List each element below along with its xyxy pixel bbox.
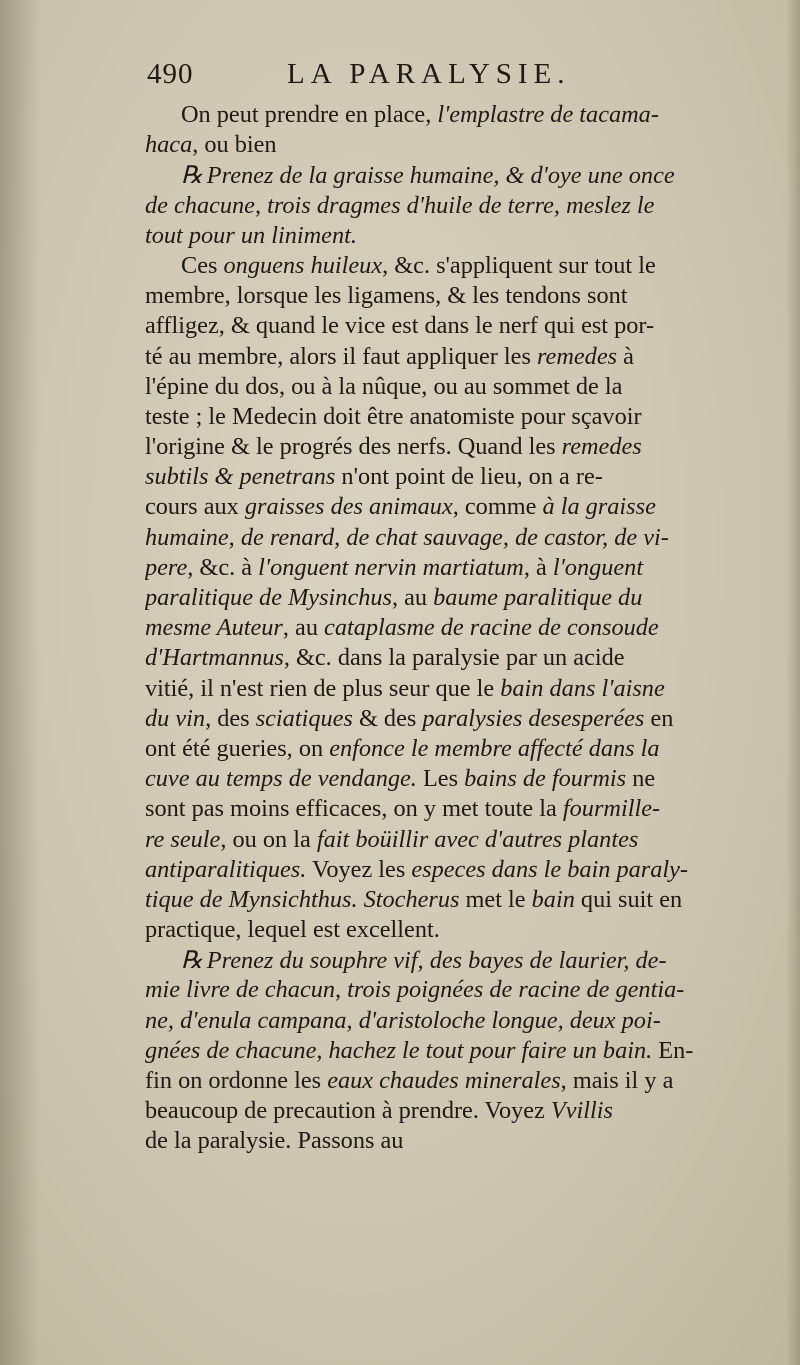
italic-text: mie livre de chacun, trois poignées de racine de gentia- <box>145 976 685 1004</box>
page-edge-shadow <box>786 0 800 1365</box>
page-number: 490 <box>147 58 194 90</box>
italic-text: d'Hartmannus <box>145 644 284 672</box>
roman-text: ont été gueries, on <box>145 734 330 762</box>
roman-text: Ces <box>181 251 224 279</box>
text-line <box>145 1036 765 1066</box>
text-line <box>145 975 765 1005</box>
italic-text: sciatiques <box>255 704 353 732</box>
italic-text: tique de Mynsichthus. Stocherus <box>145 885 460 913</box>
italic-text: fourmille- <box>562 795 661 823</box>
body-text <box>145 100 765 1157</box>
italic-text: de chacune, trois dragmes d'huile de terre, meslez le <box>145 191 655 219</box>
roman-text: Les <box>416 765 465 793</box>
italic-text: paralitique de Mysinchus <box>145 584 392 611</box>
roman-text: de la paralysie. Passons au <box>145 1127 404 1155</box>
page-gutter-shadow <box>0 0 40 1365</box>
roman-text: , comme <box>452 493 543 521</box>
roman-text: fin on ordonne les <box>145 1067 328 1094</box>
roman-text: beaucoup de precaution à prendre. Voyez <box>145 1097 551 1125</box>
text-line <box>145 734 765 764</box>
italic-text: Vvillis <box>550 1097 613 1125</box>
italic-text: re seule <box>145 825 221 853</box>
roman-text: membre, lorsque les ligamens, & les tendons sont <box>145 282 628 310</box>
italic-text: especes dans le bain paraly- <box>411 855 689 883</box>
text-line <box>145 191 765 221</box>
italic-text: fait boüillir avec d'autres plantes <box>316 825 639 853</box>
text-line <box>145 915 765 945</box>
text-line <box>145 523 765 553</box>
page-header <box>147 58 667 100</box>
text-line <box>145 945 765 975</box>
text-line <box>145 764 765 794</box>
text-line <box>145 492 765 522</box>
roman-text: teste ; le Medecin doit être anatomiste pour sçavoir <box>145 402 642 430</box>
italic-text: du vin <box>145 704 206 732</box>
recipe-symbol-icon: ℞ <box>181 160 203 190</box>
italic-text: subtils & penetrans <box>145 463 336 491</box>
text-line <box>145 613 765 643</box>
italic-text: graisses des animaux <box>244 493 453 521</box>
roman-text: à <box>617 342 634 370</box>
roman-text: cours aux <box>145 493 245 521</box>
text-line <box>145 1066 765 1096</box>
text-line <box>145 855 765 885</box>
roman-text: On peut prendre en place, <box>181 101 438 128</box>
italic-text: remedes <box>561 433 642 461</box>
italic-text: à la graisse <box>542 493 656 521</box>
italic-text: mesme Auteur <box>145 614 283 642</box>
roman-text: , des <box>205 704 256 732</box>
roman-text: En- <box>652 1036 694 1064</box>
text-line <box>145 1126 765 1156</box>
text-line <box>145 130 765 160</box>
text-line <box>145 674 765 704</box>
roman-text: , &c. à <box>187 553 259 581</box>
italic-text: enfonce le membre affecté dans la <box>329 734 660 762</box>
text-line <box>145 251 765 281</box>
italic-text: humaine, de renard, de chat sauvage, de castor, de vi- <box>145 523 669 551</box>
text-line <box>145 794 765 824</box>
italic-text: antiparalitiques. <box>145 855 307 883</box>
italic-text: onguens huileux <box>223 251 383 279</box>
text-line <box>145 704 765 734</box>
italic-text: l'emplastre de tacama- <box>437 101 659 128</box>
italic-text: bain dans l'aisne <box>500 674 665 702</box>
roman-text: té au membre, alors il faut appliquer les <box>145 342 537 370</box>
text-line <box>145 643 765 673</box>
roman-text: vitié, il n'est rien de plus seur que le <box>145 674 501 702</box>
text-line <box>145 221 765 251</box>
italic-text: bains de fourmis <box>464 765 627 793</box>
italic-text: cataplasme de racine de consoude <box>324 614 659 642</box>
roman-text: , à <box>523 553 553 581</box>
roman-text: l'origine & le progrés des nerfs. Quand les <box>145 433 562 461</box>
roman-text: , ou on la <box>220 825 317 853</box>
text-line <box>145 100 765 130</box>
roman-text: sont pas moins efficaces, on y met toute la <box>145 795 563 823</box>
italic-text: Prenez de la graisse humaine, & d'oye une once <box>206 162 675 190</box>
roman-text: qui suit en <box>574 885 683 913</box>
text-line <box>145 583 765 613</box>
italic-text: l'onguent nervin martiatum <box>258 553 524 581</box>
text-line <box>145 342 765 372</box>
roman-text: , au <box>282 614 325 642</box>
italic-text: remedes <box>537 342 618 370</box>
running-title: LA PARALYSIE. <box>287 58 571 90</box>
roman-text: practique, lequel est excellent. <box>145 916 440 944</box>
text-line <box>145 311 765 341</box>
text-line <box>145 432 765 462</box>
roman-text: ne <box>626 765 656 793</box>
roman-text: & des <box>352 704 423 732</box>
text-line <box>145 372 765 402</box>
roman-text: , &c. s'appliquent sur tout le <box>382 251 656 279</box>
roman-text: met le <box>459 885 532 913</box>
roman-text: en <box>644 704 674 732</box>
italic-text: haca <box>145 131 193 159</box>
italic-text: pere <box>145 553 188 581</box>
text-line <box>145 553 765 583</box>
text-line <box>145 402 765 432</box>
text-line <box>145 1006 765 1036</box>
italic-text: l'onguent <box>552 553 644 581</box>
italic-text: cuve au temps de vendange. <box>145 765 417 793</box>
italic-text: gnées de chacune, hachez le tout pour faire un bain. <box>145 1036 653 1064</box>
italic-text: Prenez du souphre vif, des bayes de laurier, de- <box>206 947 667 975</box>
roman-text: affligez, & quand le vice est dans le nerf qui est por- <box>145 312 655 340</box>
italic-text: paralysies desesperées <box>422 704 645 732</box>
text-line <box>145 462 765 492</box>
roman-text: , &c. dans la paralysie par un acide <box>283 644 625 672</box>
italic-text: ne, d'enula campana, d'aristoloche longue, deux poi- <box>145 1006 661 1034</box>
roman-text: , mais il y a <box>560 1067 674 1094</box>
italic-text: eaux chaudes minerales <box>327 1067 561 1094</box>
italic-text: baume paralitique du <box>433 584 643 611</box>
text-line <box>145 160 765 190</box>
text-line <box>145 1096 765 1126</box>
roman-text: l'épine du dos, ou à la nûque, ou au sommet de la <box>145 372 623 400</box>
roman-text: Voyez les <box>306 855 412 883</box>
recipe-symbol-icon: ℞ <box>181 945 203 975</box>
italic-text: bain <box>531 885 575 913</box>
roman-text: , au <box>391 584 434 611</box>
text-line <box>145 885 765 915</box>
italic-text: tout pour un liniment. <box>145 221 357 249</box>
text-line <box>145 825 765 855</box>
text-line <box>145 281 765 311</box>
roman-text: , ou bien <box>192 131 277 159</box>
roman-text: n'ont point de lieu, on a re- <box>335 463 603 491</box>
